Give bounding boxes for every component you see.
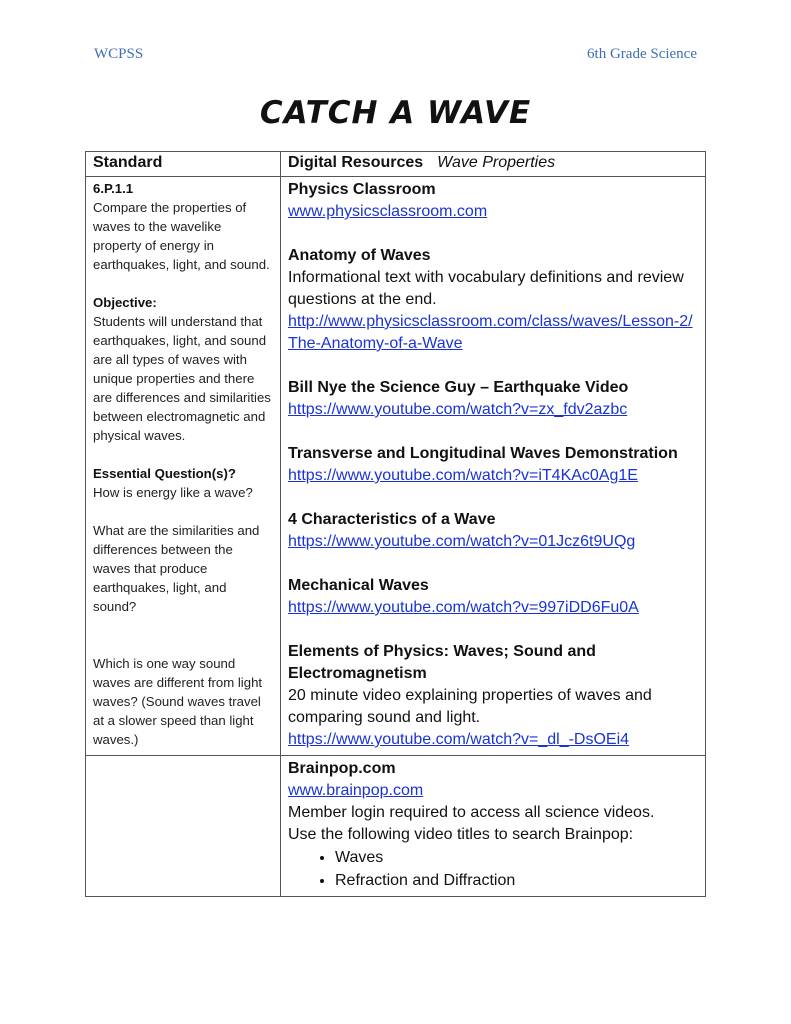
resource-title: Mechanical Waves (288, 577, 429, 594)
resource-title: 4 Characteristics of a Wave (288, 511, 496, 528)
resource-link[interactable]: www.physicsclassroom.com (288, 203, 488, 220)
resources-column-header (281, 152, 706, 177)
header-right: 6th Grade Science (587, 46, 697, 62)
list-item: • Waves (335, 846, 698, 869)
list-item: • Refraction and Diffraction (335, 869, 698, 892)
page-title: CATCH A WAVE (259, 95, 532, 131)
table-row (86, 756, 706, 897)
resource-description: Informational text with vocabulary definitions and review questions at the end. (288, 269, 684, 308)
brainpop-link[interactable]: www.brainpop.com (288, 782, 424, 799)
table-row (86, 177, 706, 756)
resource-link[interactable]: https://www.youtube.com/watch?v=iT4KAc0Ag1E (288, 467, 638, 484)
essential-question-1: How is energy like a wave? (93, 485, 253, 500)
wave-properties-label: Wave Properties (437, 154, 556, 171)
resource-link[interactable]: https://www.youtube.com/watch?v=zx_fdv2azbc (288, 401, 628, 418)
resource-title: Transverse and Longitudinal Waves Demonstration (288, 445, 678, 462)
resources-table (85, 151, 706, 897)
resource-title: Bill Nye the Science Guy – Earthquake Video (288, 379, 629, 396)
resource-title: Anatomy of Waves (288, 247, 431, 264)
brainpop-login-note: Member login required to access all science videos. (288, 804, 655, 821)
objective-text: Students will understand that earthquakes, light, and sound are all types of waves with unique properties and there are differences and similarities between electromagnetic and physical waves. (93, 314, 271, 443)
resource-description: 20 minute video explaining properties of waves and comparing sound and light. (288, 687, 652, 726)
essential-question-3: Which is one way sound waves are different from light waves? (Sound waves travel at a slower speed than light waves.) (93, 656, 263, 747)
objective-label: Objective: (93, 295, 157, 310)
digital-resources-label: Digital Resources (288, 154, 424, 171)
resource-title: Elements of Physics: Waves; Sound and Electromagnetism (288, 643, 596, 682)
resource-link[interactable]: https://www.youtube.com/watch?v=_dl_-DsOEi4 (288, 731, 630, 748)
table-header-row (86, 152, 706, 177)
brainpop-title: Brainpop.com (288, 760, 396, 777)
header-left: WCPSS (94, 46, 144, 62)
essential-question-2: What are the similarities and differences between the waves that produce earthquakes, light, and sound? (93, 523, 260, 614)
empty-standard-cell (86, 756, 281, 897)
resource-link[interactable]: http://www.physicsclassroom.com/class/waves/Lesson-2/The-Anatomy-of-a-Wave (288, 313, 693, 352)
standard-text: Compare the properties of waves to the wavelike property of energy in earthquakes, light, and sound. (93, 200, 270, 272)
standard-code: 6.P.1.1 (93, 181, 134, 196)
resources-cell (281, 177, 706, 756)
brainpop-cell (281, 756, 706, 897)
standard-column-header: Standard (86, 152, 281, 177)
standard-cell (86, 177, 281, 756)
resource-link[interactable]: https://www.youtube.com/watch?v=01Jcz6t9UQg (288, 533, 636, 550)
essential-question-label: Essential Question(s)? (93, 466, 236, 481)
brainpop-video-list (288, 846, 698, 892)
resource-title: Physics Classroom (288, 181, 436, 198)
brainpop-search-note: Use the following video titles to search Brainpop: (288, 826, 634, 843)
resource-link[interactable]: https://www.youtube.com/watch?v=997iDD6Fu0A (288, 599, 639, 616)
